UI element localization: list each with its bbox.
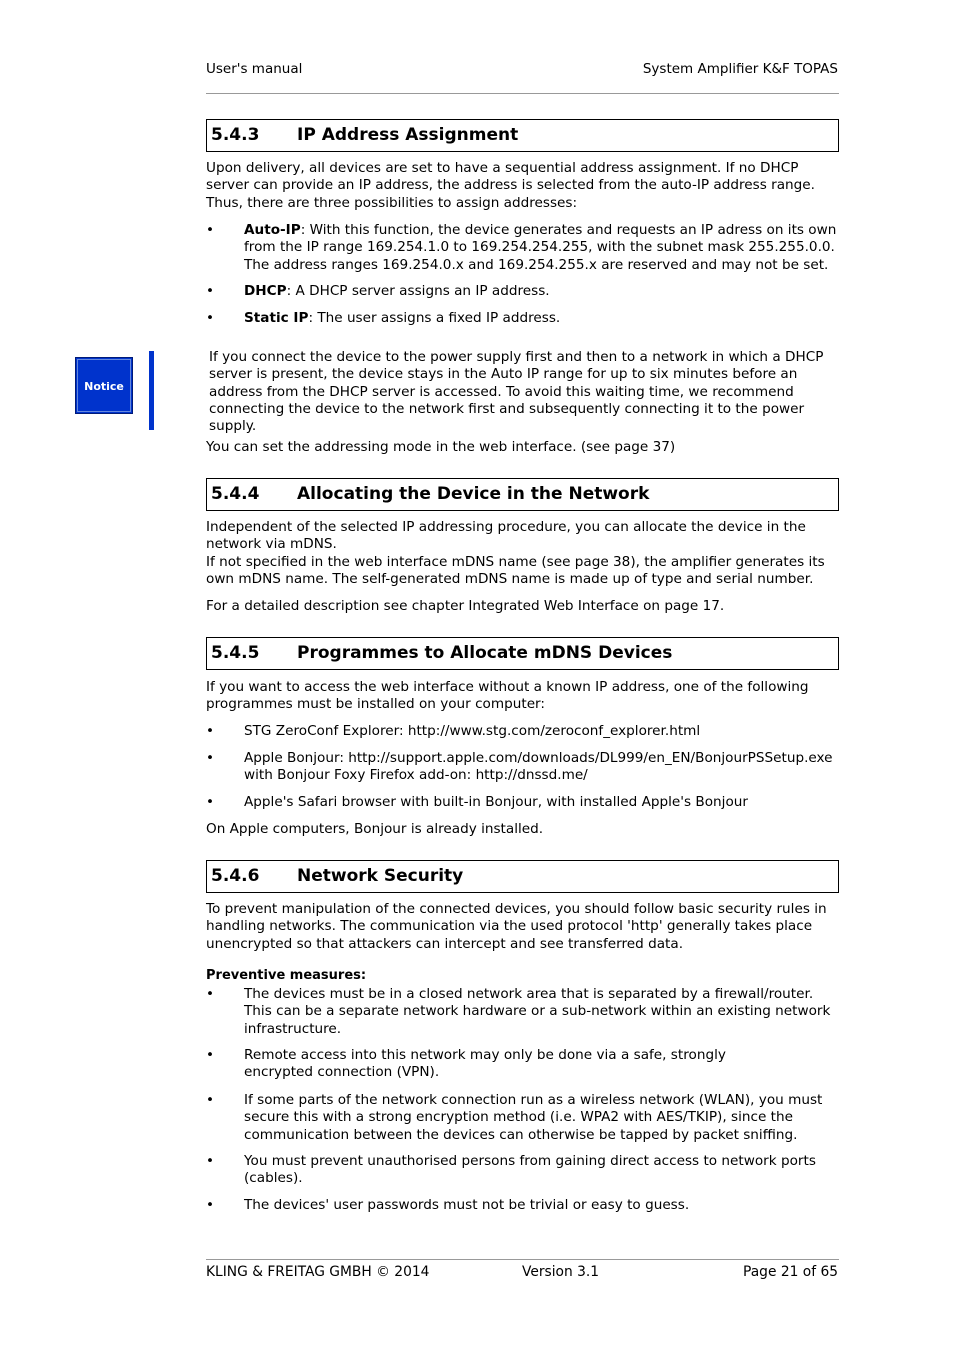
bullet-text: Apple Bonjour: http://support.apple.com/downloads/DL999/en_EN/BonjourPSSetup.exe with Bonjour Foxy Firefox add-on: http://dnssd.me/: [244, 750, 833, 784]
bullet: •: [206, 1197, 215, 1213]
notice-text: If you connect the device to the power supply first and then to a network in which a DHCP server is present, the device stays in the Auto IP range for up to six minutes before an address from the DHCP server is accessed. To avoid this waiting time, we recommend connecting the device to the network first and subsequently connecting it to the power supply.: [209, 349, 824, 435]
section-number: 5.4.4: [211, 484, 260, 504]
paragraph-programmes-intro: If you want to access the web interface without a known IP address, one of the following programmes must be installed on your computer:: [206, 679, 809, 713]
list-item: [206, 1047, 846, 1082]
section-heading-5-4-5: [206, 637, 839, 670]
list-item: [206, 1153, 846, 1188]
list-item: [206, 986, 846, 1038]
list-item: [206, 310, 846, 327]
bullet-text: You must prevent unauthorised persons from gaining direct access to network ports (cables).: [244, 1153, 816, 1187]
bullet: •: [206, 222, 215, 238]
section-title: Programmes to Allocate mDNS Devices: [297, 643, 673, 663]
section-number: 5.4.6: [211, 866, 260, 886]
bullet: •: [206, 310, 215, 326]
bullet: •: [206, 1153, 215, 1169]
paragraph-mdns-intro: Independent of the selected IP addressing procedure, you can allocate the device in the network via mDNS.: [206, 519, 806, 553]
header-rule: [206, 93, 839, 94]
header-right: System Amplifier K&F TOPAS: [642, 61, 838, 77]
paragraph-addressing-mode: You can set the addressing mode in the web interface. (see page 37): [206, 439, 676, 455]
bullet: •: [206, 723, 215, 739]
paragraph-detail-reference: For a detailed description see chapter Integrated Web Interface on page 17.: [206, 598, 725, 614]
paragraph-mdns-name: If not specified in the web interface mDNS name (see page 38), the amplifier generates its own mDNS name. The self-generated mDNS name is made up of type and serial number.: [206, 554, 825, 588]
preventive-measures-heading: Preventive measures:: [206, 968, 367, 983]
bullet-text: : A DHCP server assigns an IP address.: [286, 283, 550, 299]
bullet-text: STG ZeroConf Explorer: http://www.stg.com/zeroconf_explorer.html: [244, 723, 701, 739]
bullet-text: Apple's Safari browser with built-in Bonjour, with installed Apple's Bonjour: [244, 794, 748, 810]
notice-bar: [149, 351, 154, 430]
section-heading-5-4-4: [206, 478, 839, 511]
paragraph-bonjour-installed: On Apple computers, Bonjour is already installed.: [206, 821, 544, 837]
bullet: •: [206, 1047, 215, 1063]
list-item: [206, 794, 846, 811]
section-number: 5.4.3: [211, 125, 260, 145]
bullet: •: [206, 283, 215, 299]
bullet-text: The devices must be in a closed network area that is separated by a firewall/router. This can be a separate network hardware or a sub-network within an existing network infrastructure.: [244, 986, 831, 1037]
paragraph-ip-intro: Upon delivery, all devices are set to have a sequential address assignment. If no DHCP server can provide an IP address, the address is selected from the auto-IP address range. Thus, there are three possibilities to assign addresses:: [206, 160, 815, 211]
header-left: User's manual: [206, 61, 303, 77]
footer-rule: [206, 1259, 839, 1260]
section-heading-5-4-6: [206, 860, 839, 893]
bullet-text: If some parts of the network connection run as a wireless network (WLAN), you must secure this with a strong encryption method (i.e. WPA2 with AES/TKIP), since the communication between the devices can otherwise be tapped by packet sniffing.: [244, 1092, 823, 1143]
list-item: [206, 723, 846, 740]
bullet-text: : The user assigns a fixed IP address.: [308, 310, 561, 326]
bullet: •: [206, 986, 215, 1002]
list-item: [206, 1197, 846, 1214]
bullet-text: The devices' user passwords must not be trivial or easy to guess.: [244, 1197, 690, 1213]
bullet-text: : With this function, the device generates and requests an IP adress on its own from the IP range 169.254.1.0 to 169.254.254.255, with the subnet mask 255.255.0.0. The address ranges 169.254.0.x and 169.254.255.x are reserved and may not be set.: [244, 222, 837, 273]
bullet-text: Remote access into this network may only be done via a safe, strongly encrypted connection (VPN).: [244, 1047, 726, 1081]
section-title: Network Security: [297, 866, 464, 886]
paragraph-security-intro: To prevent manipulation of the connected devices, you should follow basic security rules in handling networks. The communication via the used protocol 'http' generally takes place unencrypted so that attackers can intercept and see transferred data.: [206, 901, 827, 952]
list-item: [206, 222, 846, 274]
bullet: •: [206, 1092, 215, 1108]
bullet: •: [206, 750, 215, 766]
section-title: Allocating the Device in the Network: [297, 484, 650, 504]
section-title: IP Address Assignment: [297, 125, 519, 145]
list-item: [206, 1092, 846, 1144]
bullet-term: Static IP: [244, 310, 309, 326]
list-item: [206, 750, 846, 785]
list-item: [206, 283, 846, 300]
footer-left: KLING & FREITAG GMBH © 2014: [206, 1264, 430, 1280]
section-number: 5.4.5: [211, 643, 260, 663]
footer-center: Version 3.1: [522, 1264, 600, 1280]
bullet-term: Auto-IP: [244, 222, 301, 238]
section-heading-5-4-3: [206, 119, 839, 152]
notice-icon: Notice: [75, 357, 133, 414]
footer-page-number: Page 21 of 65: [743, 1264, 838, 1280]
bullet: •: [206, 794, 215, 810]
bullet-term: DHCP: [244, 283, 287, 299]
